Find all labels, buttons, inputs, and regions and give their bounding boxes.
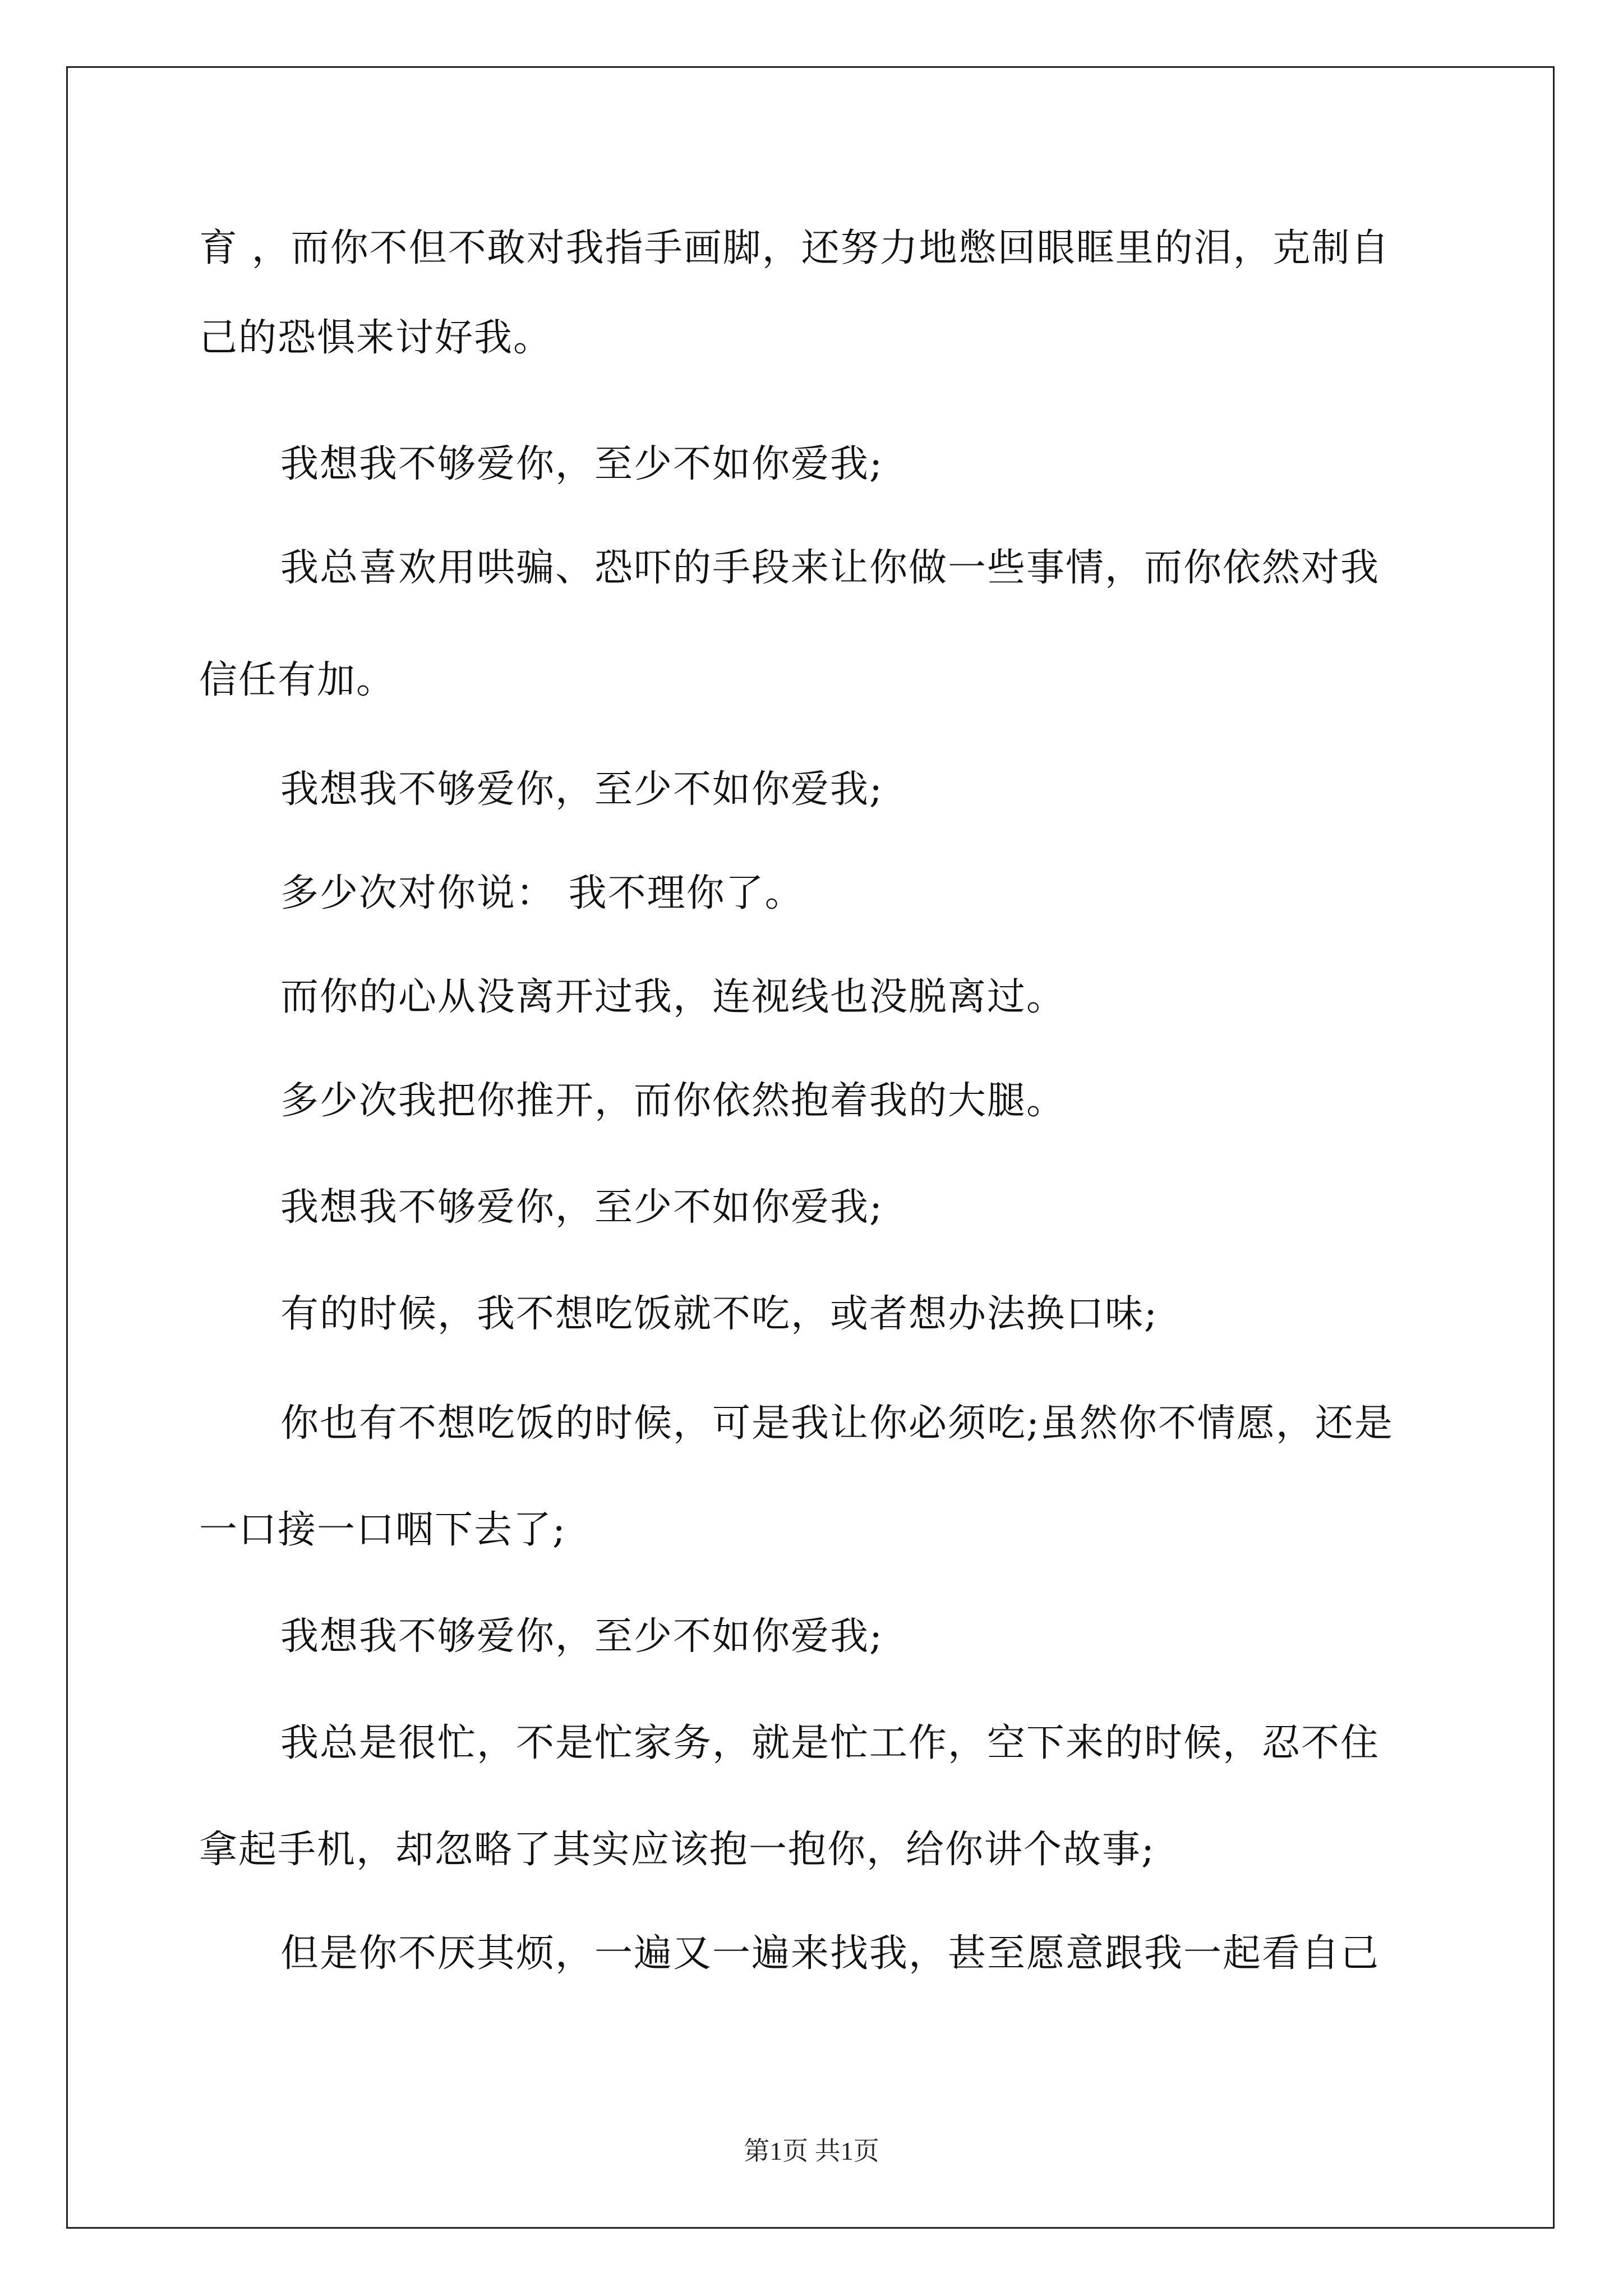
text-line: 我想我不够爱你，至少不如你爱我;	[280, 442, 883, 486]
text-line: 一口接一口咽下去了;	[199, 1508, 566, 1552]
text-line: 多少次对你说： 我不理你了。	[280, 871, 804, 915]
text-line: 己的恐惧来讨好我。	[199, 316, 553, 360]
text-line: 你也有不想吃饭的时候，可是我让你必须吃;虽然你不情愿，还是	[280, 1401, 1394, 1446]
text-line: 但是你不厌其烦，一遍又一遍来找我，甚至愿意跟我一起看自己	[280, 1931, 1380, 1976]
text-line: 我想我不够爱你，至少不如你爱我;	[280, 1185, 883, 1230]
text-line: 育 ，而你不但不敢对我指手画脚，还努力地憋回眼眶里的泪，克制自	[199, 226, 1390, 270]
page-border	[66, 66, 1555, 2229]
text-line: 而你的心从没离开过我，连视线也没脱离过。	[280, 975, 1066, 1019]
text-line: 我总喜欢用哄骗、恐吓的手段来让你做一些事情，而你依然对我	[280, 546, 1380, 590]
text-line: 有的时候，我不想吃饭就不吃，或者想办法换口味;	[280, 1292, 1158, 1336]
text-line: 我想我不够爱你，至少不如你爱我;	[280, 767, 883, 812]
page-footer: 第1页 共1页	[744, 2137, 879, 2165]
text-line: 我总是很忙，不是忙家务，就是忙工作，空下来的时候，忍不住	[280, 1721, 1380, 1765]
text-line: 多少次我把你推开，而你依然抱着我的大腿。	[280, 1079, 1066, 1123]
text-line: 拿起手机，却忽略了其实应该抱一抱你，给你讲个故事;	[199, 1828, 1155, 1872]
text-line: 我想我不够爱你，至少不如你爱我;	[280, 1614, 883, 1659]
text-line: 信任有加。	[199, 658, 396, 702]
